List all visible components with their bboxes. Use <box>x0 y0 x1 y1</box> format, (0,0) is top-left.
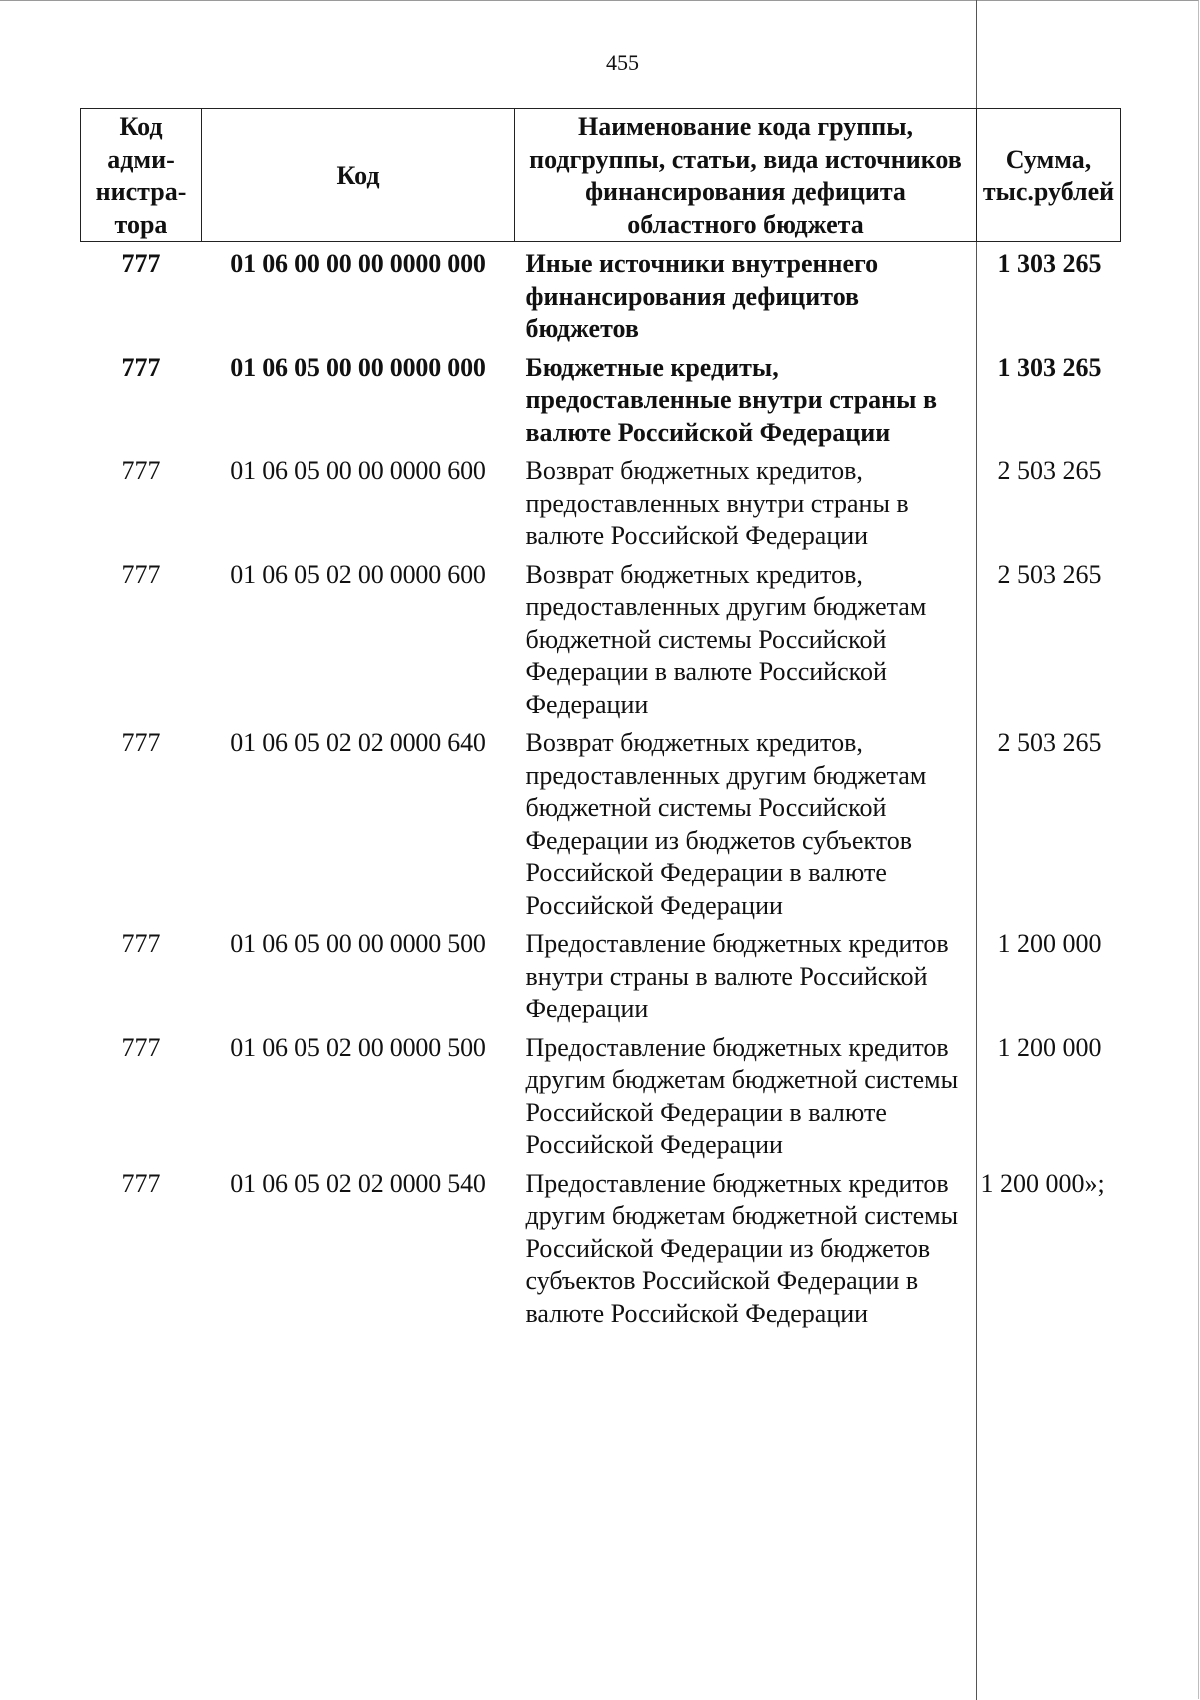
table-header-row <box>81 109 1121 242</box>
name-cell: Иные источники внутреннего финансирования дефицитов бюджетов <box>525 249 879 343</box>
sum-cell: 2 503 265 <box>997 728 1102 757</box>
sum-cell: 2 503 265 <box>997 456 1102 485</box>
code-cell: 01 06 05 00 00 0000 500 <box>230 929 486 958</box>
name-cell: Возврат бюджетных кредитов, предоставленных другим бюджетам бюджетной системы Российской Федерации в валюте Российской Федерации <box>525 559 927 719</box>
admin-code-cell: 777 <box>121 1032 161 1062</box>
code-cell: 01 06 05 02 00 0000 600 <box>230 559 486 589</box>
header-sum: Сумма, тыс.рублей <box>977 109 1121 242</box>
table-row <box>81 922 1121 1026</box>
code-cell: 01 06 05 00 00 0000 600 <box>230 456 486 485</box>
name-cell: Предоставление бюджетных кредитов внутри страны в валюте Российской Федерации <box>525 929 949 1023</box>
table-row <box>81 346 1121 450</box>
header-code: Код <box>202 109 515 242</box>
sum-cell: 1 200 000 <box>997 929 1102 958</box>
code-cell: 01 06 05 02 02 0000 540 <box>230 1168 486 1198</box>
sum-cell: 2 503 265 <box>997 559 1102 589</box>
sum-cell: 1 200 000 <box>997 1032 1102 1062</box>
code-cell: 01 06 05 00 00 0000 000 <box>230 352 486 382</box>
sum-cell: 1 303 265 <box>997 249 1102 278</box>
admin-code-cell: 777 <box>121 559 161 589</box>
name-cell: Возврат бюджетных кредитов, предоставленных другим бюджетам бюджетной системы Российской Федерации из бюджетов субъектов Российской Федерации в валюте Российской Федерации <box>525 728 927 920</box>
name-cell: Возврат бюджетных кредитов, предоставленных внутри страны в валюте Российской Федерации <box>525 456 909 550</box>
table-row <box>81 449 1121 553</box>
header-name: Наименование кода группы, подгруппы, статьи, вида источников финансирования дефицита областного бюджета <box>515 109 977 242</box>
admin-code-cell: 777 <box>121 728 161 757</box>
admin-code-cell: 777 <box>121 352 161 382</box>
admin-code-cell: 777 <box>121 249 161 278</box>
admin-code-cell: 777 <box>121 1168 161 1198</box>
admin-code-cell: 777 <box>121 929 161 958</box>
code-cell: 01 06 05 02 00 0000 500 <box>230 1032 486 1062</box>
code-cell: 01 06 00 00 00 0000 000 <box>230 249 486 278</box>
code-cell: 01 06 05 02 02 0000 640 <box>230 728 486 757</box>
name-cell: Предоставление бюджетных кредитов другим бюджетам бюджетной системы Российской Федерации в валюте Российской Федерации <box>525 1032 959 1159</box>
page-number: 455 <box>606 50 639 75</box>
header-admin-code: Код адми-нистра-тора <box>81 109 202 242</box>
name-cell: Бюджетные кредиты, предоставленные внутри страны в валюте Российской Федерации <box>525 352 938 447</box>
table-row <box>81 242 1121 346</box>
table-body <box>81 242 1121 1331</box>
table-row <box>81 1162 1121 1331</box>
admin-code-cell: 777 <box>121 456 161 485</box>
sum-cell: 1 200 000»; <box>980 1168 1105 1198</box>
name-cell: Предоставление бюджетных кредитов другим бюджетам бюджетной системы Российской Федерации из бюджетов субъектов Российской Федерации в валюте Российской Федерации <box>525 1168 959 1328</box>
sum-cell: 1 303 265 <box>997 352 1102 382</box>
table-row <box>81 721 1121 922</box>
budget-sources-table <box>80 108 1121 1330</box>
table-row <box>81 1026 1121 1162</box>
table-row <box>81 553 1121 722</box>
